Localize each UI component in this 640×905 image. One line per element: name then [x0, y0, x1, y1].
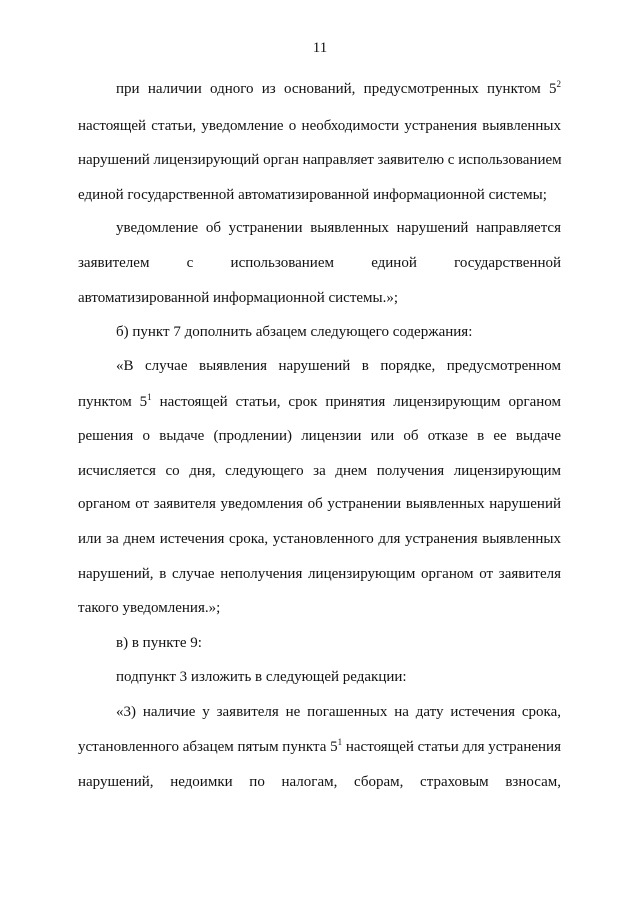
text-line: в) в пункте 9: [116, 635, 202, 651]
text-line: «В случае выявления нарушений в порядке, предусмотренном [116, 358, 561, 374]
page-number: 11 [312, 40, 328, 56]
text-line: нарушений, в случае неполучения лицензирующим органом от заявителя [78, 566, 561, 582]
text-line: исчисляется со дня, следующего за днем получения лицензирующим [78, 463, 561, 479]
text-line [78, 254, 561, 272]
text-line: нарушений, недоимки по налогам, сборам, страховым взносам, [78, 774, 561, 790]
text-line: б) пункт 7 дополнить абзацем следующего содержания: [116, 324, 473, 340]
text-line: решения о выдаче (продлении) лицензии или об отказе в ее выдаче [78, 428, 561, 444]
justified-words: заявителем с использованием единой государственной [78, 255, 561, 271]
text-line: настоящей статьи, уведомление о необходимости устранения выявленных [78, 118, 561, 134]
text-line: подпункт 3 изложить в следующей редакции: [116, 669, 407, 685]
text-line: автоматизированной информационной системы.»; [78, 290, 399, 306]
text-line: нарушений лицензирующий орган направляет заявителю с использованием [78, 152, 562, 168]
text-line: органом от заявителя уведомления об устранении выявленных нарушений [78, 496, 561, 512]
text-line: уведомление об устранении выявленных нарушений направляется [116, 220, 561, 236]
text-line: при наличии одного из оснований, предусмотренных пунктом $5^2$ [116, 79, 561, 97]
text-line: «3) наличие у заявителя не погашенных на дату истечения срока, [116, 704, 561, 720]
text-line: или за днем истечения срока, установленного для устранения выявленных [78, 531, 561, 547]
text-line: такого уведомления.»; [78, 600, 221, 616]
text-line: единой государственной автоматизированной информационной системы; [78, 187, 547, 203]
text-line: пунктом $5^1$ настоящей статьи, срок принятия лицензирующим органом [78, 392, 561, 410]
text-line: установленного абзацем пятым пункта $5^1$ настоящей статьи для устранения [78, 737, 561, 755]
